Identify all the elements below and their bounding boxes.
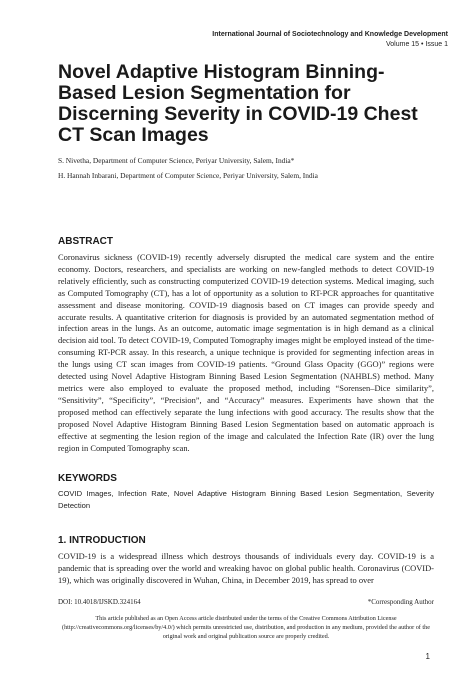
abstract-text: Coronavirus sickness (COVID-19) recently adversely disrupted the medical care system and the entire economy. Doctors, researchers, and specialists are working on new-fangled methods to detect COVID-19 relatively efficiently, such as constructing computerized COVID-19 detection systems. Medical imaging, such as Computed Tomography (CT), has a lot of opportunity as a solution to RT-PCR approaches for quantitative assessment and disease monitoring. COVID-19 diagnosis based on CT images can provide speedy and accurate results. A quantitative criterion for diagnosis is provided by an automated segmentation method of infection areas in the lungs. As an outcome, automatic image segmentation is in high demand as a clinical decision aid tool. To detect COVID-19, Computed Tomography images might be employed instead of the time-consuming RT-PCR assay. In this research, a unique technique is provided for segmenting infection areas in the lungs using CT scan images from COVID-19 patients. “Ground Glass Opacity (GGO)” regions were detected using Novel Adaptive Histogram Binning Based Lesion Segmentation (NAHBLS) method. Many metrics were also employed to evaluate the proposed method, including “Sorensen–Dice similarity”, “Sensitivity”, “Specificity”, “Precision”, and “Accuracy” measures. Experiments have shown that the proposed method can effectively separate the lung infections with good accuracy. The results show that the proposed Novel Adaptive Histogram Binning Based Lesion Segmentation based on automatic approach is effective at segmenting the lesion region of the image and calculated the Infection Rate (IR) over the lung region in Computed Tomography scan. xyxy=(58,252,435,453)
author-affiliation: H. Hannah Inbarani, Department of Computer Science, Periyar University, Salem, India xyxy=(58,171,318,180)
paper-title: Novel Adaptive Histogram Binning-Based Lesion Segmentation for Discerning Severity in COVID-19 Chest CT Scan Images xyxy=(58,61,418,146)
author-affiliation: S. Nivetha, Department of Computer Science, Periyar University, Salem, India* xyxy=(58,156,295,165)
footer-row xyxy=(58,598,434,606)
keywords-text: COVID Images, Infection Rate, Novel Adaptive Histogram Binning Based Lesion Segmentation, Severity Detection xyxy=(58,489,434,510)
corresponding-author-note: *Corresponding Author xyxy=(367,598,434,606)
license-notice: This article published as an Open Access article distributed under the terms of the Creative Commons Attribution License (http://creativecommons.org/licenses/by/4.0/) which permits unrestricted use, distribution, and production in any medium, provided the author of the original work and original publication source are properly credited. xyxy=(62,615,430,640)
abstract-heading: ABSTRACT xyxy=(58,236,113,247)
page-number: 1 xyxy=(425,652,430,661)
journal-name: International Journal of Sociotechnology and Knowledge Development xyxy=(212,31,448,38)
journal-header xyxy=(212,30,448,50)
doi-link[interactable]: DOI: 10.4018/IJSKD.324164 xyxy=(58,598,141,606)
volume-issue: Volume 15 • Issue 1 xyxy=(386,41,448,48)
introduction-heading: 1. INTRODUCTION xyxy=(58,535,146,546)
introduction-text: COVID-19 is a widespread illness which destroys thousands of individuals every day. COVID-19 is a pandemic that is spreading over the world and wreaking havoc on global public health. Coronavirus (COVID-19), which was originally discovered in Wuhan, China, in December 2019, has spread to over xyxy=(58,551,434,585)
author-list xyxy=(58,153,448,183)
keywords-heading: KEYWORDS xyxy=(58,473,117,484)
